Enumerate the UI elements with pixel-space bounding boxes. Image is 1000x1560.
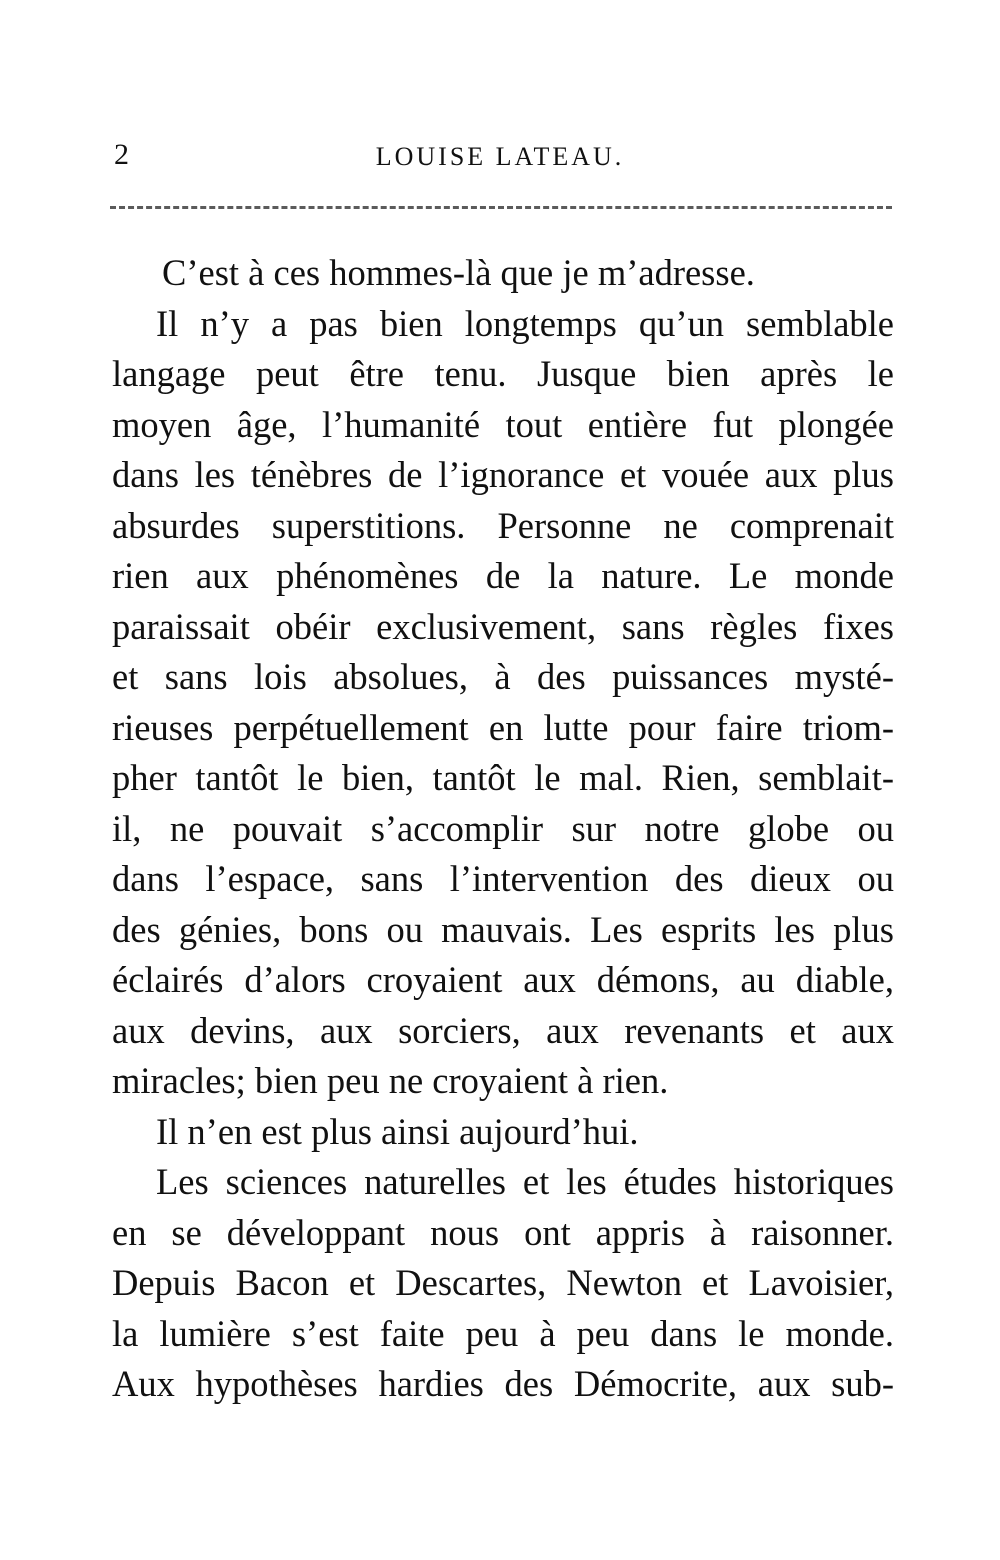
text-line: dans l’espace, sans l’intervention des dieux ou (112, 858, 894, 899)
text-line: dans les ténèbres de l’ignorance et vouée aux plus (112, 454, 894, 495)
page-number: 2 (114, 138, 130, 171)
text-line: la lumière s’est faite peu à peu dans le monde. (112, 1312, 894, 1354)
text-line: éclairés d’alors croyaient aux démons, au diable, (112, 959, 894, 1000)
text-line: Il n’en est plus ainsi aujourd’hui. (156, 1110, 639, 1152)
text-line: des génies, bons ou mauvais. Les esprits les plus (112, 908, 894, 950)
running-title: LOUISE LATEAU. (375, 142, 625, 171)
text-line: Il n’y a pas bien longtemps qu’un semblable (156, 302, 894, 344)
text-line: et sans lois absolues, à des puissances mysté- (112, 656, 894, 697)
text-line: en se développant nous ont appris à raisonner. (112, 1211, 894, 1253)
body-text (112, 248, 894, 1410)
text-line: Les sciences naturelles et les études historiques (156, 1161, 894, 1202)
text-line: aux devins, aux sorciers, aux revenants et aux (112, 1009, 894, 1051)
text-line: rieuses perpétuellement en lutte pour faire triom- (112, 706, 894, 748)
header-rule (110, 206, 892, 209)
text-line: absurdes superstitions. Personne ne comprenait (112, 504, 894, 546)
text-line: il, ne pouvait s’accomplir sur notre globe ou (112, 807, 894, 849)
text-line: pher tantôt le bien, tantôt le mal. Rien, semblait- (112, 757, 894, 798)
text-line: Depuis Bacon et Descartes, Newton et Lavoisier, (112, 1262, 894, 1303)
text-line: moyen âge, l’humanité tout entière fut plongée (112, 403, 894, 445)
text-line: Aux hypothèses hardies des Démocrite, aux sub- (112, 1363, 894, 1404)
text-line: rien aux phénomènes de la nature. Le monde (112, 555, 894, 596)
text-line: C’est à ces hommes-là que je m’adresse. (162, 252, 755, 293)
running-head (110, 138, 890, 174)
text-line: miracles; bien peu ne croyaient à rien. (112, 1060, 669, 1101)
text-line: langage peut être tenu. Jusque bien après le (112, 353, 894, 394)
text-line: paraissait obéir exclusivement, sans règles fixes (112, 605, 894, 647)
